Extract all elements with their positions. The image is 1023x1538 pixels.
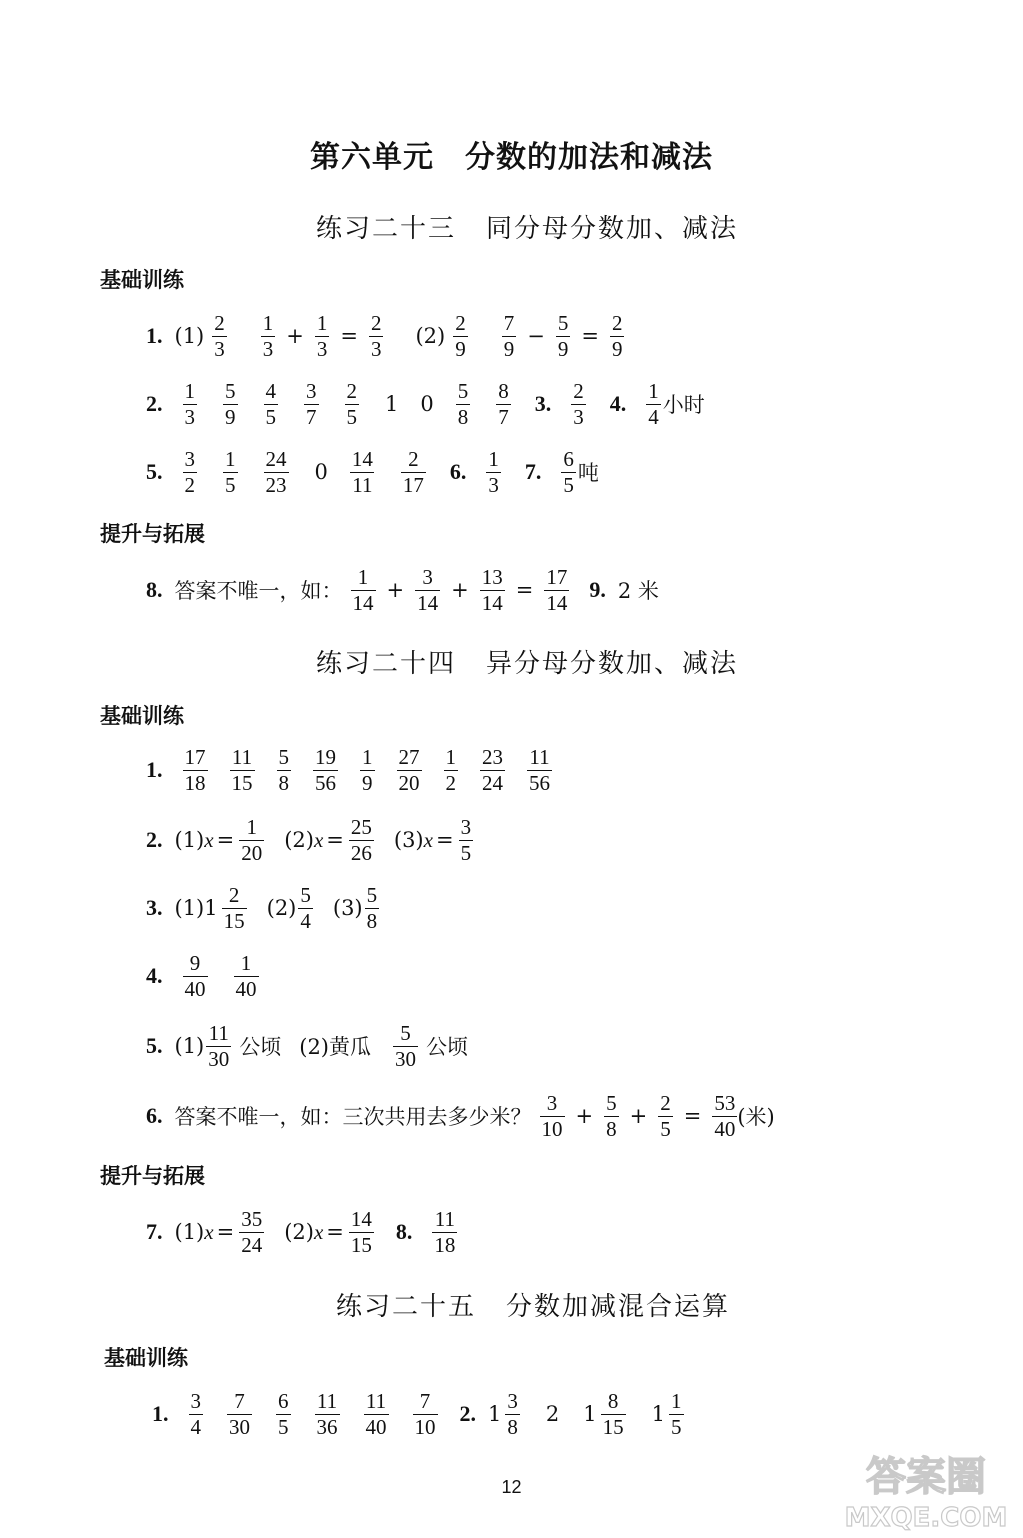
ex24-q2 <box>146 810 481 870</box>
numerator: 8 <box>607 1389 619 1414</box>
denominator: 11 <box>352 472 373 497</box>
part-label: (2) <box>284 828 314 852</box>
denominator: 5 <box>225 472 236 497</box>
numerator: 7 <box>234 1389 245 1414</box>
equals-sign: = <box>326 1220 344 1244</box>
fraction <box>658 1092 673 1139</box>
part-label: (1) <box>174 1220 205 1244</box>
denominator: 9 <box>225 404 236 429</box>
numerator: 5 <box>557 311 569 336</box>
exercise-title-topic: 分数加减混合运算 <box>506 1292 731 1322</box>
numerator: 1 <box>316 311 328 336</box>
fraction <box>264 380 279 427</box>
denominator: 4 <box>190 1414 201 1439</box>
fraction <box>206 1022 231 1069</box>
numerator: 6 <box>278 1389 289 1414</box>
denominator: 3 <box>488 472 499 497</box>
equals-sign: = <box>216 1220 235 1244</box>
question-number: 1. <box>152 1401 169 1426</box>
answer-text: 2 米 <box>617 579 659 603</box>
numerator: 11 <box>365 1389 387 1414</box>
ex24-q1 <box>146 740 560 800</box>
plus-sign: + <box>575 1104 594 1128</box>
fraction <box>453 312 468 359</box>
part-label: (3) <box>393 828 424 852</box>
fraction <box>712 1092 737 1139</box>
numerator: 1 <box>445 745 456 770</box>
denominator: 3 <box>573 404 584 429</box>
denominator: 40 <box>714 1116 736 1141</box>
fraction <box>444 746 459 793</box>
numerator: 11 <box>434 1207 455 1232</box>
fraction <box>222 884 247 931</box>
numerator: 9 <box>189 951 201 976</box>
equals-sign: = <box>435 828 454 852</box>
denominator: 5 <box>563 472 574 497</box>
numerator: 1 <box>357 565 369 590</box>
numerator: 13 <box>481 565 503 590</box>
question-number: 8. <box>146 577 163 602</box>
fraction <box>544 566 569 613</box>
answer-text: (2)黄瓜 <box>299 1035 371 1059</box>
part-label: (2) <box>266 896 297 920</box>
unit-title: 第六单元 分数的加法和减法 <box>310 140 713 175</box>
fraction <box>397 746 422 793</box>
fraction <box>646 380 661 427</box>
question-number: 5. <box>146 459 163 484</box>
equals-sign: = <box>683 1104 702 1128</box>
fraction <box>304 380 319 427</box>
numerator: 1 <box>184 379 195 404</box>
fraction <box>610 312 625 359</box>
numerator: 1 <box>240 951 252 976</box>
denominator: 9 <box>557 336 569 361</box>
question-number: 6. <box>449 459 467 484</box>
denominator: 7 <box>306 404 317 429</box>
exercise-23-title <box>316 208 738 245</box>
fraction <box>459 816 474 863</box>
denominator: 8 <box>278 770 289 795</box>
exercise-title-topic: 同分母分数加、减法 <box>486 214 739 244</box>
question-number: 3. <box>534 391 552 416</box>
part-label: (1) <box>174 1034 205 1058</box>
plus-sign: + <box>286 324 304 348</box>
denominator: 8 <box>366 908 378 933</box>
denominator: 56 <box>315 770 336 795</box>
denominator: 9 <box>503 336 515 361</box>
denominator: 3 <box>262 336 274 361</box>
part-label: (2) <box>284 1220 314 1244</box>
numerator: 2 <box>573 379 584 404</box>
section-basic-training: 基础训练 <box>100 268 184 292</box>
numerator: 23 <box>482 745 503 770</box>
denominator: 5 <box>460 840 472 865</box>
fraction <box>183 448 198 495</box>
denominator: 5 <box>278 1414 289 1439</box>
denominator: 40 <box>184 976 206 1001</box>
denominator: 14 <box>546 590 568 615</box>
fraction <box>223 380 238 427</box>
question-number: 1. <box>146 323 163 348</box>
fraction <box>486 448 501 495</box>
numerator: 7 <box>419 1389 431 1414</box>
ex24-q7-q8 <box>146 1202 465 1262</box>
fraction <box>261 312 276 359</box>
numerator: 1 <box>648 379 659 404</box>
denominator: 10 <box>541 1116 563 1141</box>
watermark-logo <box>841 1448 1011 1534</box>
answer-text: 答案不唯一，如： <box>174 579 343 603</box>
fraction <box>432 1208 457 1255</box>
variable-x: x <box>313 1219 324 1244</box>
numerator: 3 <box>507 1389 518 1414</box>
denominator: 20 <box>241 840 263 865</box>
denominator: 8 <box>507 1414 518 1439</box>
page-number: 12 <box>501 1477 522 1497</box>
fraction <box>669 1390 684 1437</box>
denominator: 8 <box>606 1116 617 1141</box>
numerator: 5 <box>457 379 469 404</box>
exercise-title-topic: 异分母分数加、减法 <box>486 649 739 679</box>
variable-x: x <box>204 1219 214 1244</box>
question-number: 6. <box>146 1103 163 1128</box>
variable-x: x <box>423 827 433 852</box>
fraction <box>230 746 255 793</box>
equals-sign: = <box>581 324 599 348</box>
exercise-title-number: 练习二十五 <box>336 1292 477 1322</box>
numerator: 3 <box>306 379 317 404</box>
answer-value: 0 <box>314 460 328 484</box>
question-number: 7. <box>146 1219 163 1244</box>
fraction <box>189 1390 204 1437</box>
numerator: 25 <box>350 815 372 840</box>
denominator: 14 <box>352 590 374 615</box>
plus-sign: + <box>451 578 469 602</box>
denominator: 23 <box>265 472 287 497</box>
fraction <box>239 1208 264 1255</box>
denominator: 5 <box>671 1414 682 1439</box>
denominator: 36 <box>316 1414 338 1439</box>
numerator: 6 <box>563 447 574 472</box>
question-number: 9. <box>589 577 606 602</box>
whole-number: 1 <box>204 896 218 920</box>
fraction <box>480 566 505 613</box>
ex24-q6 <box>146 1086 775 1146</box>
fraction <box>223 448 238 495</box>
numerator: 5 <box>606 1091 617 1116</box>
numerator: 1 <box>246 815 257 840</box>
numerator: 3 <box>460 815 472 840</box>
numerator: 2 <box>408 447 419 472</box>
numerator: 2 <box>611 311 623 336</box>
numerator: 11 <box>208 1021 229 1046</box>
fraction <box>502 312 517 359</box>
denominator: 3 <box>184 404 195 429</box>
denominator: 26 <box>350 840 372 865</box>
fraction <box>505 1390 520 1437</box>
denominator: 4 <box>648 404 659 429</box>
exercise-25-title <box>336 1286 730 1323</box>
denominator: 20 <box>398 770 420 795</box>
fraction <box>561 448 576 495</box>
fraction <box>413 1390 438 1437</box>
fraction <box>604 1092 619 1139</box>
fraction <box>351 566 376 613</box>
denominator: 7 <box>498 404 509 429</box>
numerator: 1 <box>262 311 274 336</box>
numerator: 17 <box>184 745 206 770</box>
numerator: 1 <box>362 745 373 770</box>
denominator: 30 <box>395 1046 416 1071</box>
unit-text: 小时 <box>662 393 705 417</box>
fraction <box>234 952 259 999</box>
numerator: 5 <box>278 745 289 770</box>
denominator: 15 <box>223 908 245 933</box>
section-advanced: 提升与拓展 <box>100 522 205 546</box>
denominator: 5 <box>660 1116 671 1141</box>
numerator: 11 <box>316 1389 338 1414</box>
denominator: 9 <box>362 770 373 795</box>
numerator: 2 <box>660 1091 671 1116</box>
watermark-logo-graphic <box>841 1448 1011 1534</box>
section-advanced: 提升与拓展 <box>100 1164 205 1188</box>
numerator: 24 <box>265 447 287 472</box>
fraction <box>264 448 289 495</box>
fraction <box>298 884 313 931</box>
unit-text: 公顷 <box>426 1035 468 1059</box>
fraction <box>527 746 552 793</box>
unit-text: 公顷 <box>239 1035 282 1059</box>
answer-value: 0 <box>420 392 434 416</box>
ex23-q1 <box>146 306 632 366</box>
fraction <box>456 380 471 427</box>
question-number: 2. <box>146 391 163 416</box>
whole-number: 1 <box>583 1402 597 1426</box>
denominator: 10 <box>414 1414 436 1439</box>
denominator: 3 <box>370 336 382 361</box>
ex23-q8-q9 <box>146 560 659 620</box>
ex24-q5 <box>146 1016 468 1076</box>
plus-sign: + <box>386 578 405 602</box>
equals-sign: = <box>515 578 534 602</box>
numerator: 5 <box>225 379 236 404</box>
part-label: (1) <box>174 828 205 852</box>
numerator: 2 <box>346 379 357 404</box>
numerator: 1 <box>225 447 236 472</box>
denominator: 5 <box>265 404 276 429</box>
fraction <box>276 1390 291 1437</box>
denominator: 3 <box>214 336 225 361</box>
ex23-q5-q7 <box>146 442 599 502</box>
question-number: 4. <box>609 391 627 416</box>
numerator: 11 <box>529 745 550 770</box>
numerator: 3 <box>422 565 433 590</box>
fraction <box>556 312 571 359</box>
numerator: 3 <box>190 1389 201 1414</box>
denominator: 56 <box>529 770 550 795</box>
numerator: 19 <box>315 745 336 770</box>
numerator: 27 <box>398 745 420 770</box>
part-label: (2) <box>415 324 446 348</box>
denominator: 30 <box>208 1046 230 1071</box>
fraction <box>496 380 511 427</box>
whole-number: 1 <box>651 1402 665 1426</box>
exercise-title-number: 练习二十三 <box>316 214 457 244</box>
denominator: 14 <box>417 590 439 615</box>
equals-sign: = <box>326 828 344 852</box>
watermark-line2: MXQE.COM <box>844 1503 1008 1533</box>
numerator: 5 <box>300 883 311 908</box>
fraction <box>315 312 330 359</box>
fraction <box>369 312 384 359</box>
numerator: 4 <box>265 379 276 404</box>
numerator: 17 <box>546 565 568 590</box>
fraction <box>227 1390 252 1437</box>
fraction <box>393 1022 418 1069</box>
numerator: 3 <box>546 1091 558 1116</box>
fraction <box>183 746 208 793</box>
answer-value: 1 <box>385 392 399 416</box>
fraction <box>315 1390 340 1437</box>
numerator: 11 <box>231 745 253 770</box>
numerator: 53 <box>714 1091 736 1116</box>
part-label: (1) <box>174 896 205 920</box>
denominator: 9 <box>455 336 466 361</box>
denominator: 40 <box>365 1414 387 1439</box>
numerator: 2 <box>228 883 240 908</box>
fraction <box>360 746 375 793</box>
question-number: 2. <box>146 827 163 852</box>
denominator: 30 <box>229 1414 250 1439</box>
plus-sign: + <box>629 1104 648 1128</box>
denominator: 17 <box>402 472 424 497</box>
answer-text: 答案不唯一，如：三次共用去多少米？ <box>174 1105 532 1129</box>
numerator: 5 <box>400 1021 411 1046</box>
fraction <box>601 1390 626 1437</box>
unit-text: 吨 <box>577 461 599 485</box>
numerator: 35 <box>241 1207 263 1232</box>
answer-value: 2 <box>545 1402 560 1426</box>
denominator: 9 <box>611 336 623 361</box>
fraction <box>350 448 375 495</box>
equals-sign: = <box>216 828 235 852</box>
fraction <box>239 816 264 863</box>
ex23-q2-q4 <box>146 374 705 434</box>
fraction <box>364 1390 389 1437</box>
question-number: 8. <box>395 1219 413 1244</box>
numerator: 2 <box>370 311 382 336</box>
numerator: 5 <box>366 883 378 908</box>
variable-x: x <box>313 827 324 852</box>
denominator: 15 <box>231 770 253 795</box>
fraction <box>401 448 426 495</box>
question-number: 2. <box>459 1401 476 1426</box>
fraction <box>349 816 374 863</box>
fraction <box>540 1092 565 1139</box>
fraction <box>212 312 227 359</box>
ex24-q4 <box>146 946 267 1006</box>
section-basic-training: 基础训练 <box>104 1346 188 1370</box>
denominator: 18 <box>434 1232 456 1257</box>
denominator: 15 <box>350 1232 372 1257</box>
numerator: 7 <box>503 311 515 336</box>
numerator: 2 <box>214 311 225 336</box>
fraction <box>313 746 338 793</box>
denominator: 8 <box>457 404 469 429</box>
fraction <box>183 380 198 427</box>
watermark-line1: 答案圈 <box>866 1454 986 1500</box>
ex24-q3 <box>146 878 387 938</box>
whole-number: 1 <box>488 1402 502 1426</box>
denominator: 2 <box>184 472 195 497</box>
numerator: 3 <box>184 447 195 472</box>
exercise-24-title <box>316 643 738 680</box>
denominator: 40 <box>235 976 257 1001</box>
unit-text: (米) <box>737 1105 775 1129</box>
fraction <box>480 746 505 793</box>
denominator: 4 <box>300 908 311 933</box>
denominator: 15 <box>602 1414 624 1439</box>
question-number: 3. <box>146 895 163 920</box>
part-label: (3) <box>332 896 363 920</box>
exercise-title-number: 练习二十四 <box>316 649 457 679</box>
fraction <box>349 1208 374 1255</box>
denominator: 14 <box>481 590 503 615</box>
numerator: 2 <box>455 311 466 336</box>
numerator: 1 <box>488 447 499 472</box>
question-number: 1. <box>146 757 163 782</box>
variable-x: x <box>204 827 214 852</box>
numerator: 14 <box>350 1207 372 1232</box>
fraction <box>571 380 586 427</box>
denominator: 5 <box>346 404 357 429</box>
numerator: 14 <box>351 447 373 472</box>
minus-sign: − <box>527 324 545 348</box>
fraction <box>183 952 208 999</box>
denominator: 2 <box>445 770 456 795</box>
question-number: 7. <box>524 459 542 484</box>
denominator: 24 <box>241 1232 263 1257</box>
denominator: 24 <box>482 770 503 795</box>
section-basic-training: 基础训练 <box>100 704 184 728</box>
fraction <box>415 566 440 613</box>
numerator: 8 <box>498 379 509 404</box>
denominator: 3 <box>316 336 328 361</box>
question-number: 4. <box>146 963 163 988</box>
ex25-q1-q2 <box>152 1384 692 1444</box>
fraction <box>365 884 380 931</box>
fraction <box>345 380 360 427</box>
fraction <box>277 746 292 793</box>
part-label: (1) <box>174 324 205 348</box>
denominator: 18 <box>184 770 206 795</box>
numerator: 1 <box>671 1389 682 1414</box>
question-number: 5. <box>146 1033 163 1058</box>
equals-sign: = <box>340 324 358 348</box>
